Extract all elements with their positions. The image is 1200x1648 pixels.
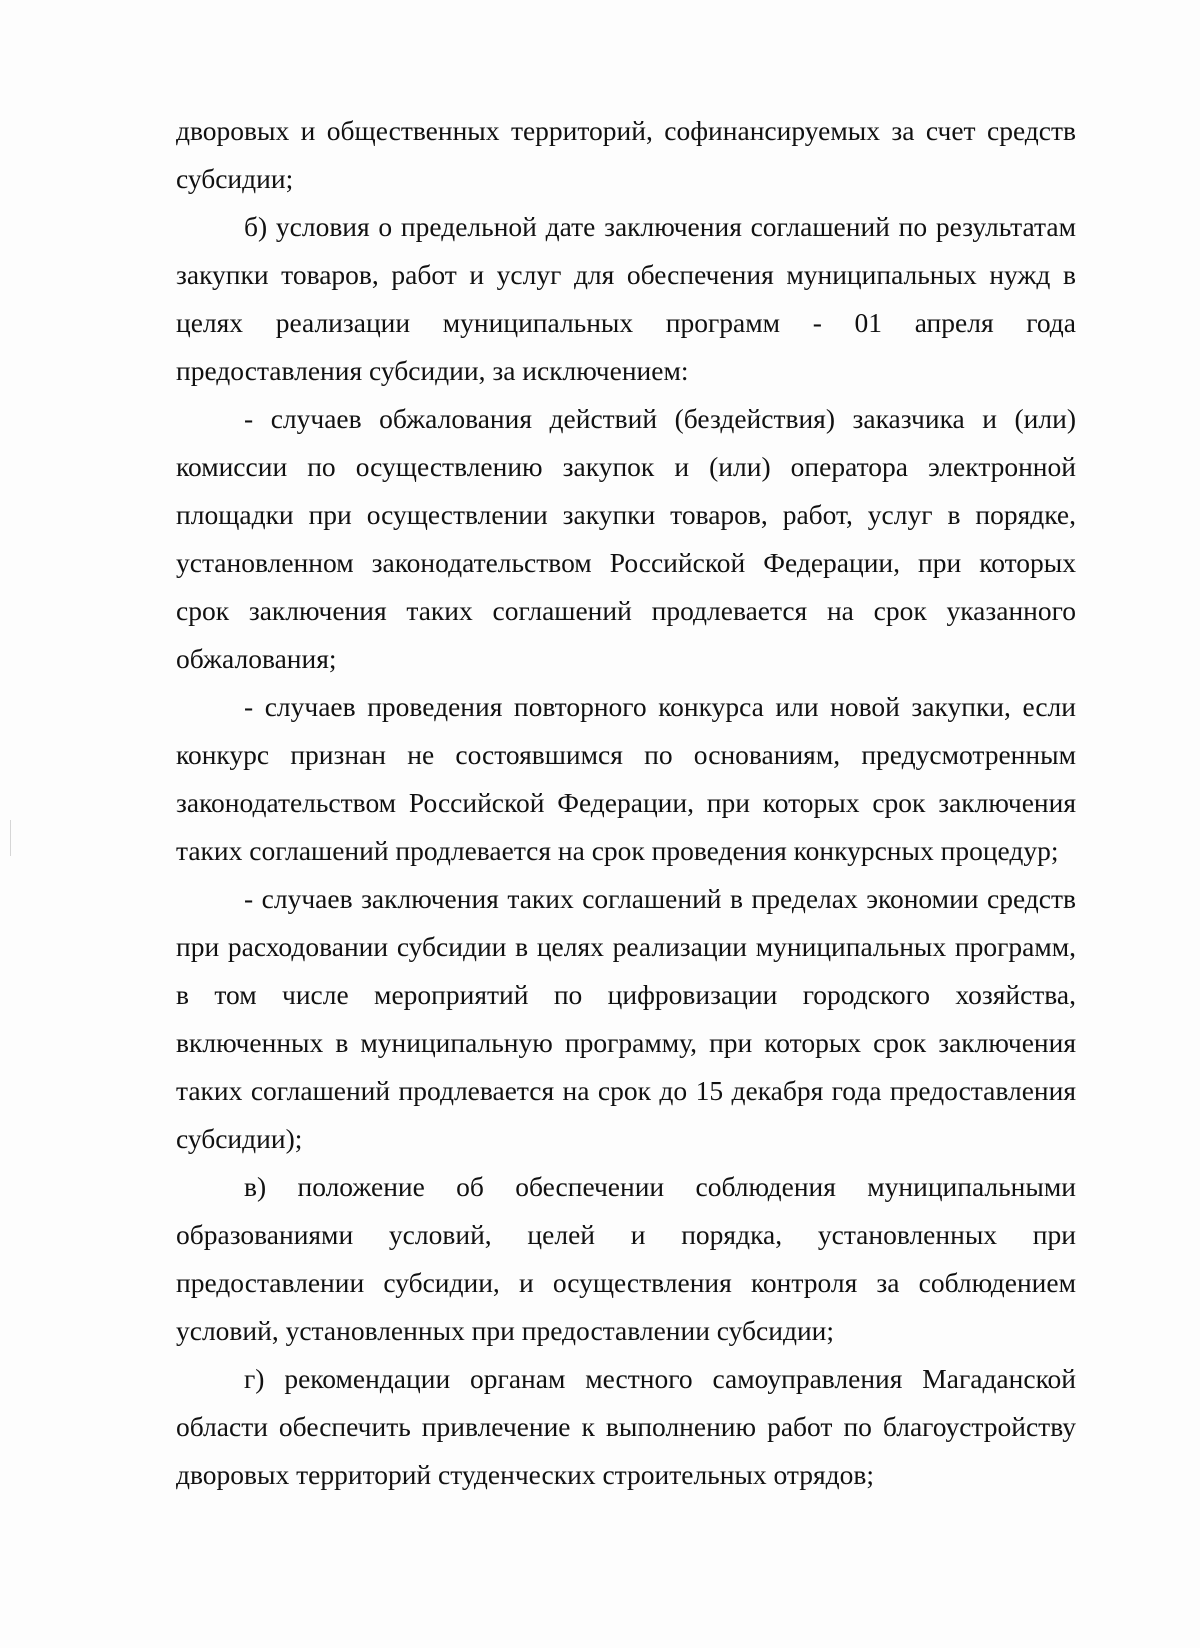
paragraph-exception-savings: - случаев заключения таких соглашений в пределах экономии средств при расходовании субсидии в целях реализации муниципальных программ, в том числе мероприятий по цифровизации городского хозяйства, включенных в муниципальную программу, при которых срок заключения таких соглашений продлевается на срок до 15 декабря года предоставления субсидии); <box>176 883 1076 1154</box>
paragraph-continuation: дворовых и общественных территорий, софинансируемых за счет средств субсидии; <box>176 115 1076 194</box>
paragraph-item-g: г) рекомендации органам местного самоуправления Магаданской области обеспечить привлечение к выполнению работ по благоустройству дворовых территорий студенческих строительных отрядов; <box>176 1363 1076 1490</box>
paragraph-item-b: б) условия о предельной дате заключения соглашений по результатам закупки товаров, работ и услуг для обеспечения муниципальных нужд в целях реализации муниципальных программ - 01 апреля года предоставления субсидии, за исключением: <box>176 211 1076 386</box>
paragraph-exception-repeat-tender: - случаев проведения повторного конкурса или новой закупки, если конкурс признан не состоявшимся по основаниям, предусмотренным законодательством Российской Федерации, при которых срок заключения таких соглашений продлевается на срок проведения конкурсных процедур; <box>176 691 1076 866</box>
scan-edge-mark <box>10 820 11 856</box>
paragraph-exception-appeal: - случаев обжалования действий (бездействия) заказчика и (или) комиссии по осуществлению закупок и (или) оператора электронной площадки при осуществлении закупки товаров, работ, услуг в порядке, установленном законодательством Российской Федерации, при которых срок заключения таких соглашений продлевается на срок указанного обжалования; <box>176 403 1076 674</box>
document-body <box>176 107 1076 1499</box>
paragraph-item-v: в) положение об обеспечении соблюдения муниципальными образованиями условий, целей и порядка, установленных при предоставлении субсидии, и осуществления контроля за соблюдением условий, установленных при предоставлении субсидии; <box>176 1171 1076 1346</box>
